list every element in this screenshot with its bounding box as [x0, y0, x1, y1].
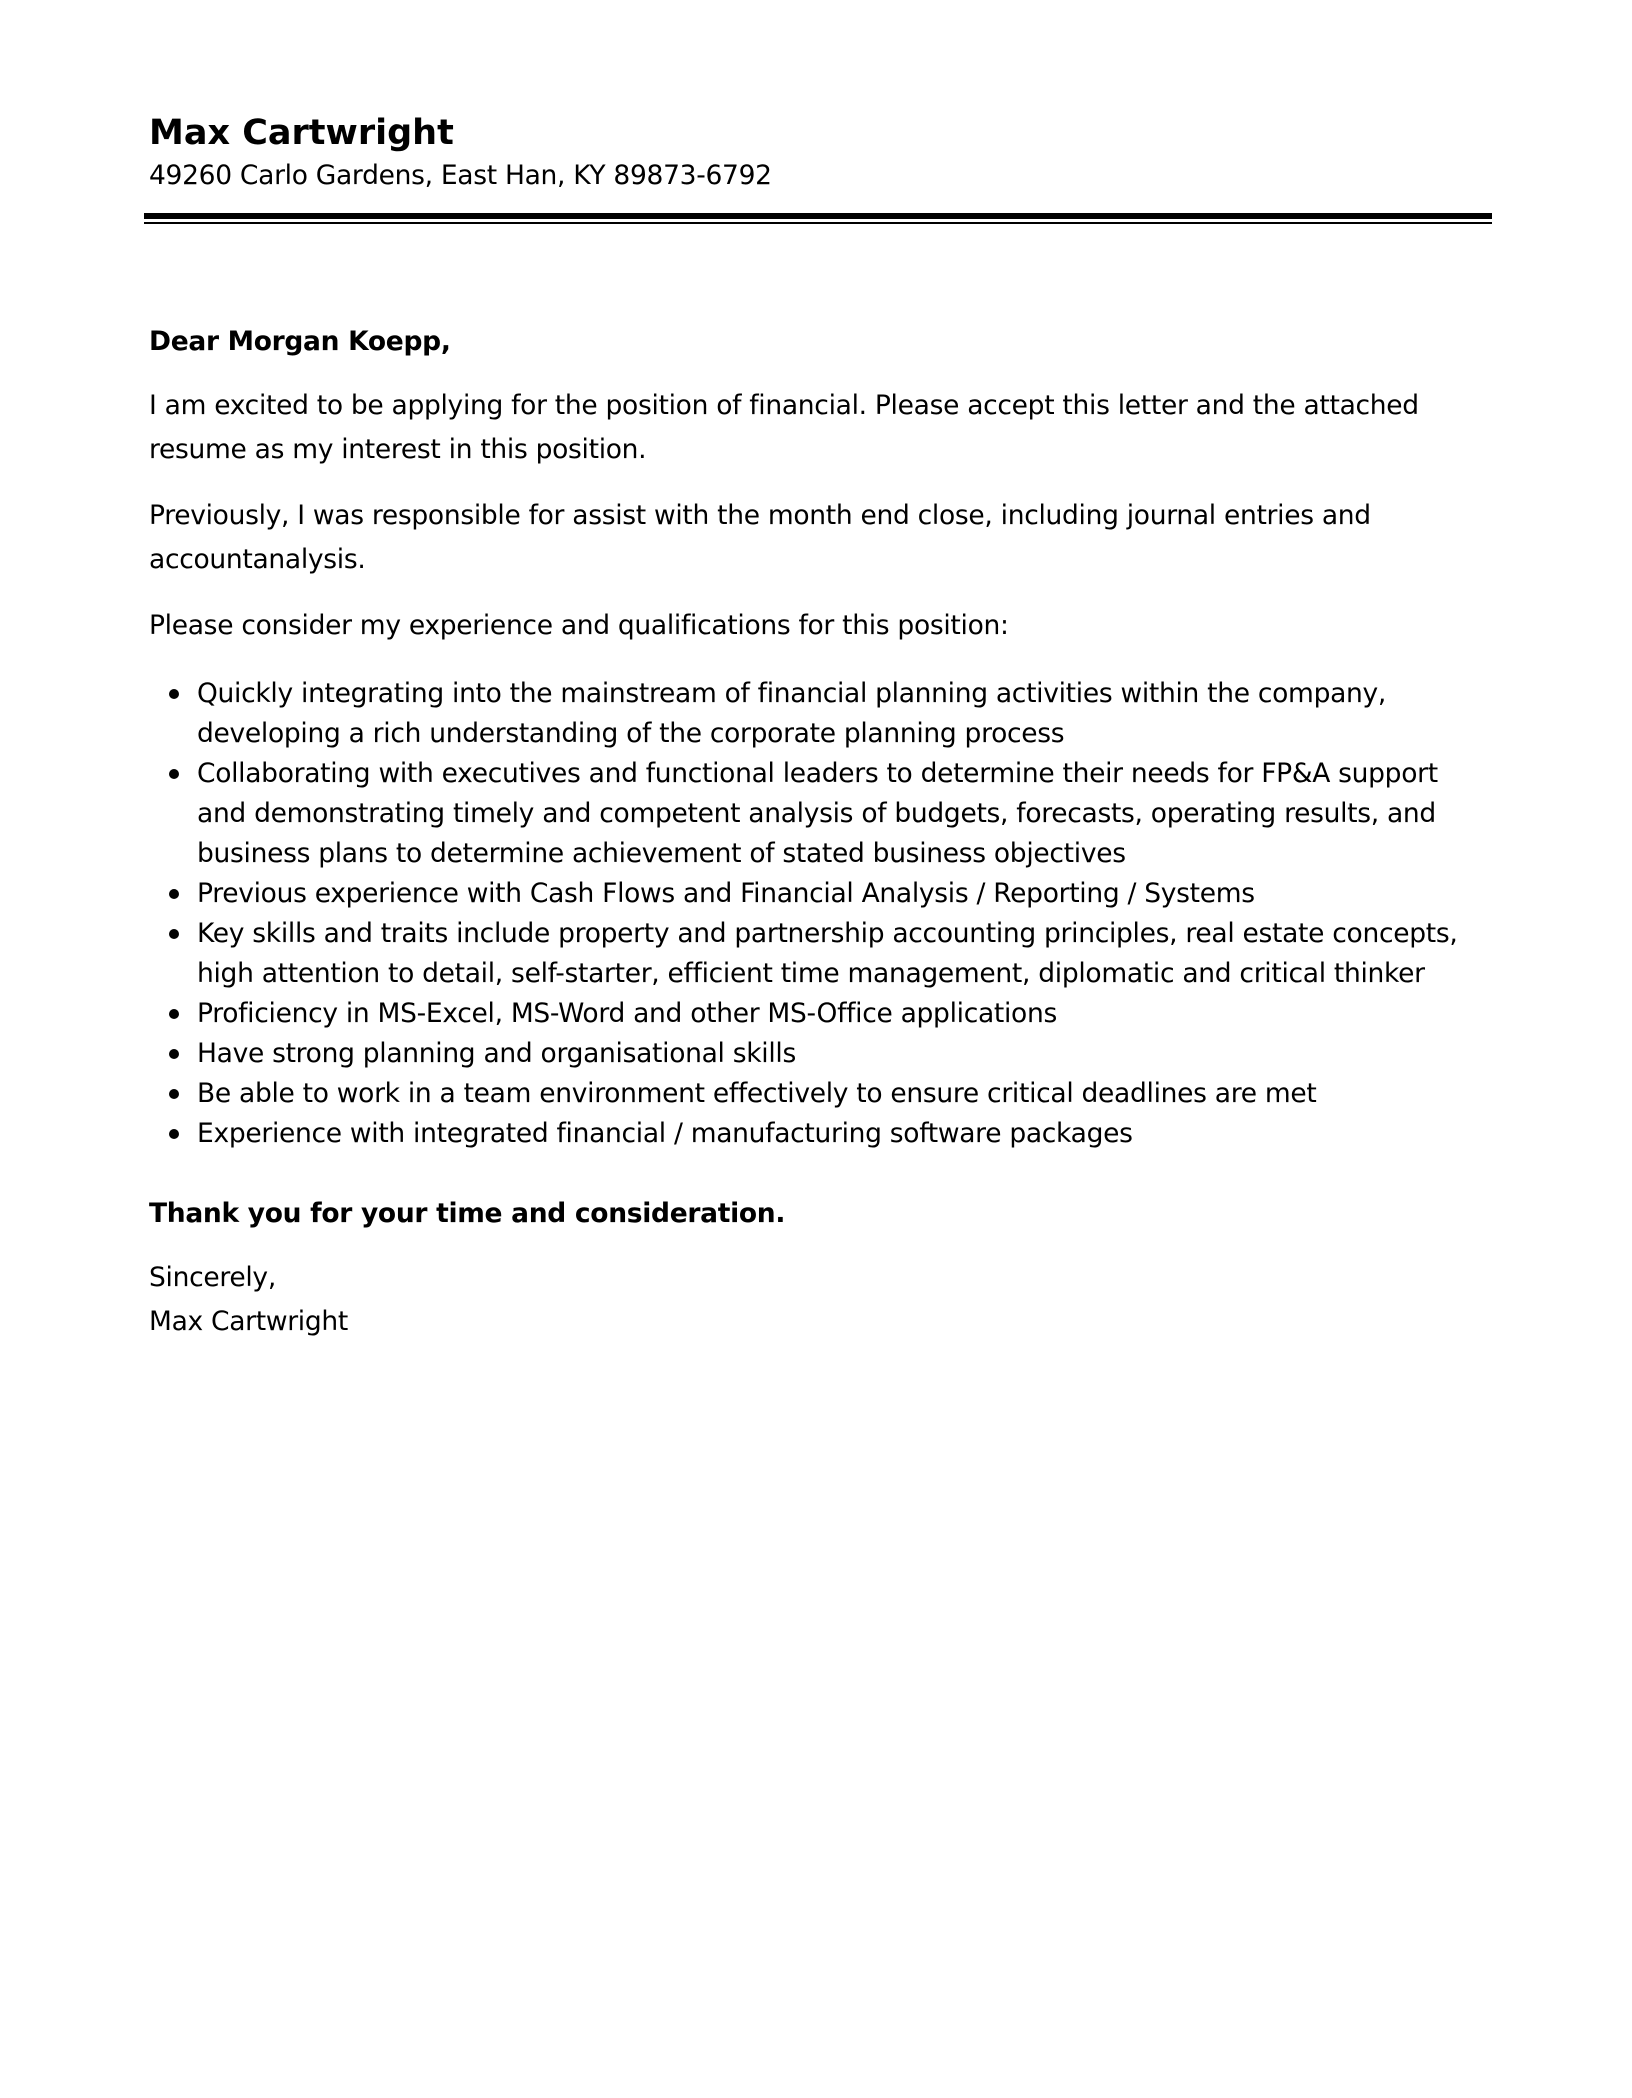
list-item-text: Previous experience with Cash Flows and Financial Analysis / Reporting / Systems — [197, 878, 1255, 909]
bullet-icon — [169, 889, 179, 899]
bullet-icon — [169, 689, 179, 699]
bullet-icon — [169, 1129, 179, 1139]
qualifications-list — [149, 674, 1489, 1154]
list-item — [149, 1114, 1489, 1154]
list-item — [149, 914, 1489, 994]
list-item — [149, 1074, 1489, 1114]
qualifications-intro: Please consider my experience and qualifications for this position: — [149, 610, 1009, 641]
list-item-text: Key skills and traits include property and partnership accounting principles, real estate concepts, high attention to detail, self-starter, efficient time management, diplomatic and critical thinker — [197, 918, 1458, 989]
sender-address: 49260 Carlo Gardens, East Han, KY 89873-6792 — [149, 160, 772, 191]
list-item — [149, 754, 1489, 874]
header-divider-thin — [144, 222, 1492, 224]
list-item-text: Quickly integrating into the mainstream of financial planning activities within the company, developing a rich understanding of the corporate planning process — [197, 678, 1387, 749]
experience-paragraph: Previously, I was responsible for assist with the month end close, including journal entries and accountanalysis. — [149, 500, 1371, 575]
bullet-icon — [169, 1049, 179, 1059]
letter-body — [149, 322, 1489, 1344]
bullet-icon — [169, 929, 179, 939]
header-divider-thick — [144, 213, 1492, 219]
closing-line: Sincerely, — [149, 1262, 276, 1293]
list-item-text: Experience with integrated financial / manufacturing software packages — [197, 1118, 1133, 1149]
list-item — [149, 1034, 1489, 1074]
list-item — [149, 874, 1489, 914]
salutation: Dear Morgan Koepp, — [149, 326, 451, 357]
list-item-text: Proficiency in MS-Excel, MS-Word and other MS-Office applications — [197, 998, 1057, 1029]
list-item — [149, 994, 1489, 1034]
signature-name: Max Cartwright — [149, 1306, 348, 1337]
list-item-text: Be able to work in a team environment effectively to ensure critical deadlines are met — [197, 1078, 1317, 1109]
list-item-text: Have strong planning and organisational skills — [197, 1038, 796, 1069]
thanks-line: Thank you for your time and consideration. — [149, 1198, 786, 1229]
bullet-icon — [169, 1009, 179, 1019]
sender-name: Max Cartwright — [149, 113, 454, 153]
list-item-text: Collaborating with executives and functional leaders to determine their needs for FP&A support and demonstrating timely and competent analysis of budgets, forecasts, operating results, and business plans to determine achievement of stated business objectives — [197, 758, 1438, 869]
bullet-icon — [169, 769, 179, 779]
list-item — [149, 674, 1489, 754]
intro-paragraph: I am excited to be applying for the position of financial. Please accept this letter and the attached resume as my interest in this position. — [149, 390, 1419, 465]
bullet-icon — [169, 1089, 179, 1099]
letter-header — [149, 110, 1489, 194]
